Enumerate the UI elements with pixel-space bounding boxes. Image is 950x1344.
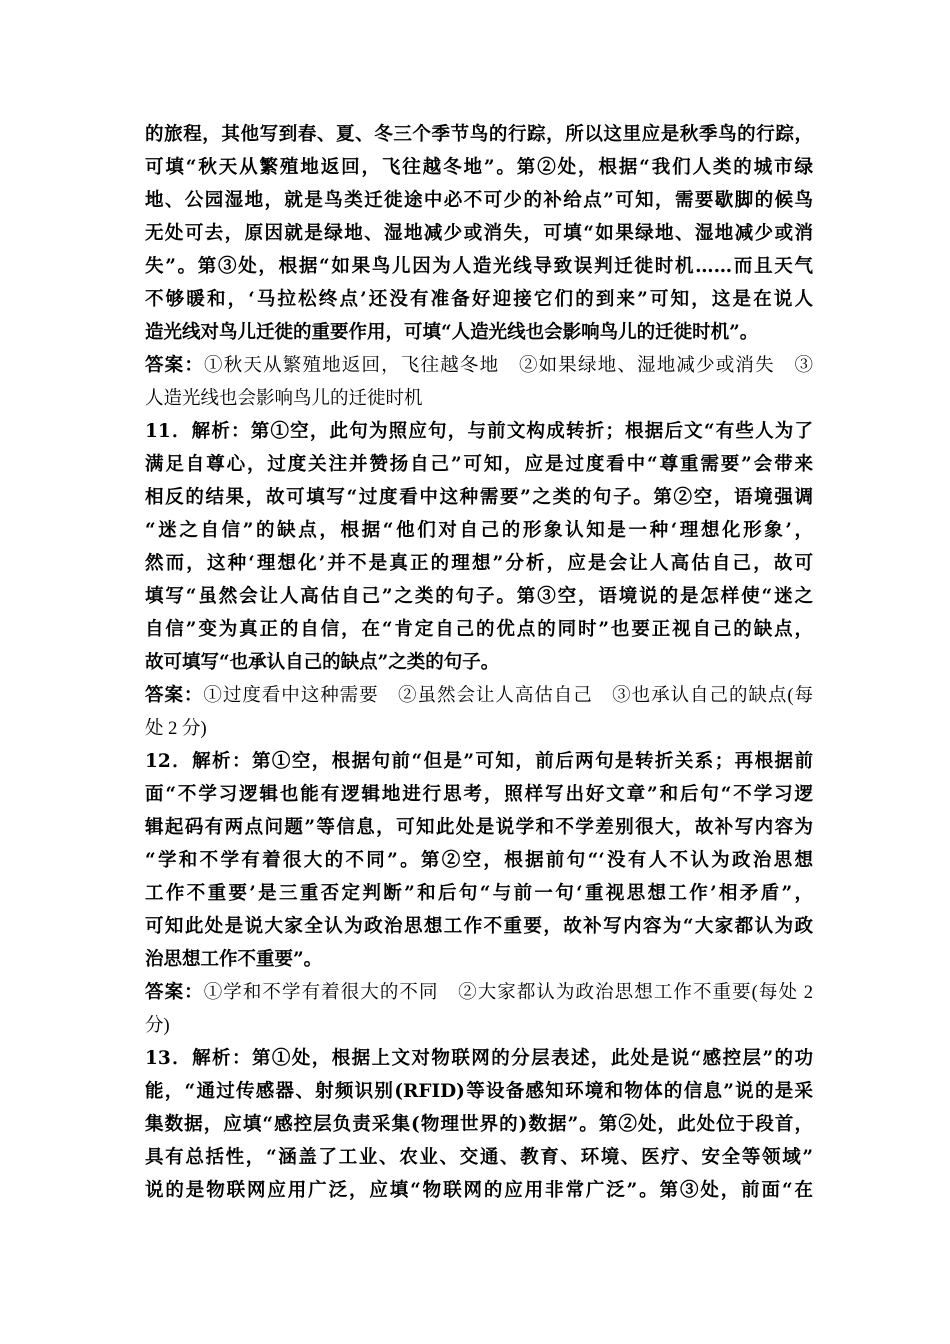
q12-analysis <box>145 745 813 976</box>
text-line: “迷之自信”的缺点，根据“他们对自己的形象认知是一种‘理想化形象’， <box>145 520 813 541</box>
question-label: 11．解析： <box>145 421 251 442</box>
answer-text: 人造光线也会影响鸟儿的迁徙时机 <box>145 389 423 409</box>
text-line: 能，“通过传感器、射频识别(RFID)等设备感知环境和物体的信息”说的是采 <box>145 1081 813 1102</box>
text-line: 具有总括性，“涵盖了工业、农业、交通、教育、环境、医疗、安全等领域” <box>145 1147 813 1168</box>
text-line <box>145 1042 813 1075</box>
text-line: 然而，这种‘理想化’并不是真正的理想”分析，应是会让人高估自己，故可 <box>145 553 813 574</box>
text-line: 工作不重要’是三重否定判断”和后句“与前一句‘重视思想工作’相矛盾”， <box>145 883 813 904</box>
text-line <box>145 745 813 778</box>
text-line: 辑起码有两点问题”等信息，可知此处是说学和不学差别很大，故补写内容为 <box>145 817 813 838</box>
text-line: 面“不学习逻辑也能有逻辑地进行思考，照样写出好文章”和后句“不学习逻 <box>145 784 813 805</box>
text-line <box>145 679 813 712</box>
text-line: 不够暖和，‘马拉松终点’还没有准备好迎接它们的到来”可知，这是在说人 <box>145 289 813 310</box>
text-line <box>145 712 813 745</box>
answer-text: ①过度看中这种需要 ②虽然会让人高估自己 ③也承认自己的缺点(每 <box>203 686 813 706</box>
text-line: 集数据，应填“感控层负责采集(物理世界的)数据”。第②处，此处位于段首， <box>145 1114 813 1135</box>
question-label: 13．解析： <box>145 1048 252 1069</box>
analysis-text: 第①空，此句为照应句，与前文构成转折；根据后文“有些人为了 <box>250 421 813 442</box>
text-line: “学和不学有着很大的不同”。第②空，根据前句“‘没有人不认为政治思想 <box>145 850 813 871</box>
text-line: 失”。第③处，根据“如果鸟儿因为人造光线导致误判迁徙时机……而且天气 <box>145 256 813 277</box>
text-line: 无处可去，原因就是绿地、湿地减少或消失，可填“如果绿地、湿地减少或消 <box>145 223 813 244</box>
answer-text: 分) <box>145 1016 170 1036</box>
text-line <box>145 1009 813 1042</box>
text-line: 填写“虽然会让人高估自己”之类的句子。第③空，语境说的是怎样使“迷之 <box>145 586 813 607</box>
q10-analysis <box>145 118 813 349</box>
answer-label: 答案： <box>145 685 204 706</box>
document-page <box>145 118 813 1207</box>
text-line: 可填“秋天从繁殖地返回，飞往越冬地”。第②处，根据“我们人类的城市绿 <box>145 157 813 178</box>
text-line <box>145 382 813 415</box>
text-line <box>145 349 813 382</box>
text-line <box>145 976 813 1009</box>
text-line: 自信”变为真正的自信，在“肯定自己的优点的同时”也要正视自己的缺点， <box>145 619 813 640</box>
q11-answer <box>145 679 813 745</box>
text-line: 造光线对鸟儿迁徙的重要作用，可填“人造光线也会影响鸟儿的迁徙时机”。 <box>145 322 759 343</box>
text-line: 可知此处是说大家全认为政治思想工作不重要，故补写内容为“大家都认为政 <box>145 916 813 937</box>
q11-analysis <box>145 415 813 679</box>
answer-text: ①秋天从繁殖地返回，飞往越冬地 ②如果绿地、湿地减少或消失 ③ <box>204 356 813 376</box>
analysis-text: 第①空，根据句前“但是”可知，前后两句是转折关系；再根据前 <box>251 751 813 772</box>
question-label: 12．解析： <box>145 751 252 772</box>
q10-answer <box>145 349 813 415</box>
q12-answer <box>145 976 813 1042</box>
text-line: 故可填写“也承认自己的缺点”之类的句子。 <box>145 652 500 673</box>
text-line: 相反的结果，故可填写“过度看中这种需要”之类的句子。第②空，语境强调 <box>145 487 813 508</box>
answer-text: 处 2 分) <box>145 719 207 739</box>
q13-analysis <box>145 1042 813 1207</box>
analysis-text: 第①处，根据上文对物联网的分层表述，此处是说“感控层”的功 <box>251 1048 813 1069</box>
text-line: 满足自尊心，过度关注并赞扬自己”可知，应是过度看中“尊重需要”会带来 <box>145 454 813 475</box>
text-line <box>145 415 813 448</box>
text-line: 治思想工作不重要”。 <box>145 949 323 970</box>
text-line: 地、公园湿地，就是鸟类迁徙途中必不可少的补给点”可知，需要歇脚的候鸟 <box>145 190 813 211</box>
answer-label: 答案： <box>145 355 205 376</box>
answer-text: ①学和不学有着很大的不同 ②大家都认为政治思想工作不重要(每处 2 <box>203 983 813 1003</box>
text-line: 说的是物联网应用广泛，应填“物联网的应用非常广泛”。第③处，前面“在 <box>145 1180 813 1201</box>
text-line: 的旅程，其他写到春、夏、冬三个季节鸟的行踪，所以这里应是秋季鸟的行踪， <box>145 124 813 145</box>
answer-label: 答案： <box>145 982 204 1003</box>
